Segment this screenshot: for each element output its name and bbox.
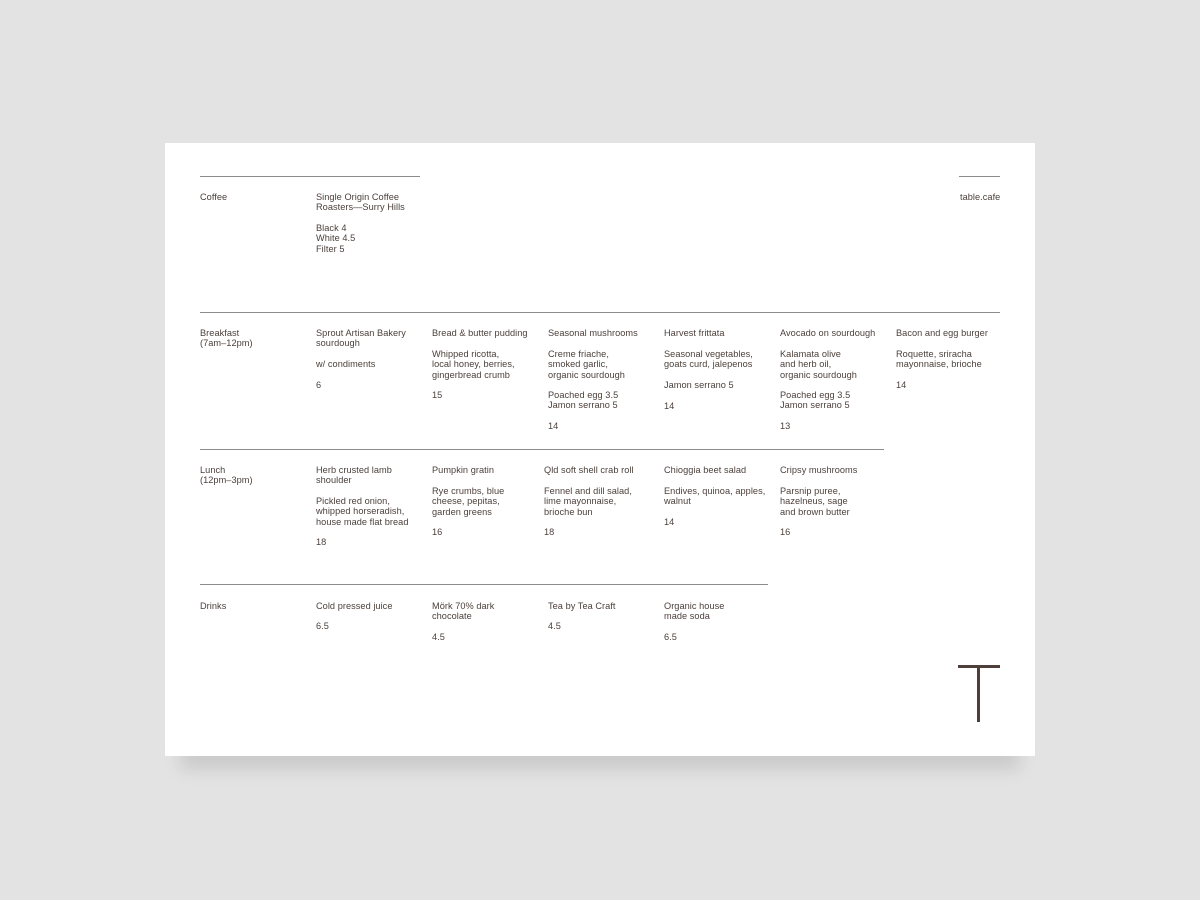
site-rule xyxy=(959,176,1000,177)
coffee-roaster: Single Origin Coffee Roasters—Surry Hills xyxy=(316,192,405,213)
item-price: 16 xyxy=(780,527,791,537)
item-price: 6.5 xyxy=(316,621,329,631)
lunch-heading: Lunch (12pm–3pm) xyxy=(200,465,253,486)
item-price: 4.5 xyxy=(432,632,445,642)
item-price: 15 xyxy=(432,390,443,400)
item-name: Pumpkin gratin xyxy=(432,465,494,475)
item-name: Cripsy mushrooms xyxy=(780,465,858,475)
coffee-rule xyxy=(200,176,420,177)
item-name: Bacon and egg burger xyxy=(896,328,988,338)
item-description: Rye crumbs, blue cheese, pepitas, garden greens xyxy=(432,486,505,517)
drinks-heading: Drinks xyxy=(200,601,227,611)
item-price: 18 xyxy=(316,537,327,547)
item-name: Seasonal mushrooms xyxy=(548,328,638,338)
logo-stem xyxy=(977,665,980,722)
item-name: Tea by Tea Craft xyxy=(548,601,616,611)
lunch-rule xyxy=(200,449,884,450)
breakfast-heading: Breakfast (7am–12pm) xyxy=(200,328,253,349)
item-extras: Poached egg 3.5 Jamon serrano 5 xyxy=(780,390,851,411)
item-extras: Jamon serrano 5 xyxy=(664,380,734,390)
item-name: Mörk 70% dark chocolate xyxy=(432,601,495,622)
item-price: 6.5 xyxy=(664,632,677,642)
item-description: Endives, quinoa, apples, walnut xyxy=(664,486,766,507)
item-name: Qld soft shell crab roll xyxy=(544,465,634,475)
item-description: Seasonal vegetables, goats curd, jalepenos xyxy=(664,349,753,370)
item-price: 14 xyxy=(548,421,559,431)
item-name: Organic house made soda xyxy=(664,601,725,622)
item-description: Fennel and dill salad, lime mayonnaise, brioche bun xyxy=(544,486,632,517)
item-description: Pickled red onion, whipped horseradish, house made flat bread xyxy=(316,496,409,527)
item-price: 16 xyxy=(432,527,443,537)
item-name: Harvest frittata xyxy=(664,328,725,338)
item-price: 13 xyxy=(780,421,791,431)
item-name: Sprout Artisan Bakery sourdough xyxy=(316,328,406,349)
coffee-prices: Black 4 White 4.5 Filter 5 xyxy=(316,223,356,254)
item-name: Cold pressed juice xyxy=(316,601,393,611)
breakfast-rule xyxy=(200,312,1000,313)
site-url[interactable]: table.cafe xyxy=(960,192,1001,202)
item-description: Roquette, sriracha mayonnaise, brioche xyxy=(896,349,982,370)
item-description: Creme friache, smoked garlic, organic sourdough xyxy=(548,349,625,380)
item-extras: Poached egg 3.5 Jamon serrano 5 xyxy=(548,390,619,411)
item-price: 18 xyxy=(544,527,555,537)
table-logo-icon xyxy=(958,665,1000,722)
item-price: 14 xyxy=(664,517,675,527)
item-price: 4.5 xyxy=(548,621,561,631)
drinks-rule xyxy=(200,584,768,585)
item-description: Parsnip puree, hazelneus, sage and brown butter xyxy=(780,486,850,517)
item-name: Bread & butter pudding xyxy=(432,328,528,338)
item-name: Herb crusted lamb shoulder xyxy=(316,465,392,486)
item-description: Whipped ricotta, local honey, berries, gingerbread crumb xyxy=(432,349,515,380)
item-price: 14 xyxy=(896,380,907,390)
item-name: Avocado on sourdough xyxy=(780,328,876,338)
menu-card xyxy=(165,143,1035,756)
item-price: 14 xyxy=(664,401,675,411)
coffee-heading: Coffee xyxy=(200,192,228,202)
item-name: Chioggia beet salad xyxy=(664,465,747,475)
item-description: w/ condiments xyxy=(316,359,376,369)
item-description: Kalamata olive and herb oil, organic sourdough xyxy=(780,349,857,380)
item-price: 6 xyxy=(316,380,322,390)
